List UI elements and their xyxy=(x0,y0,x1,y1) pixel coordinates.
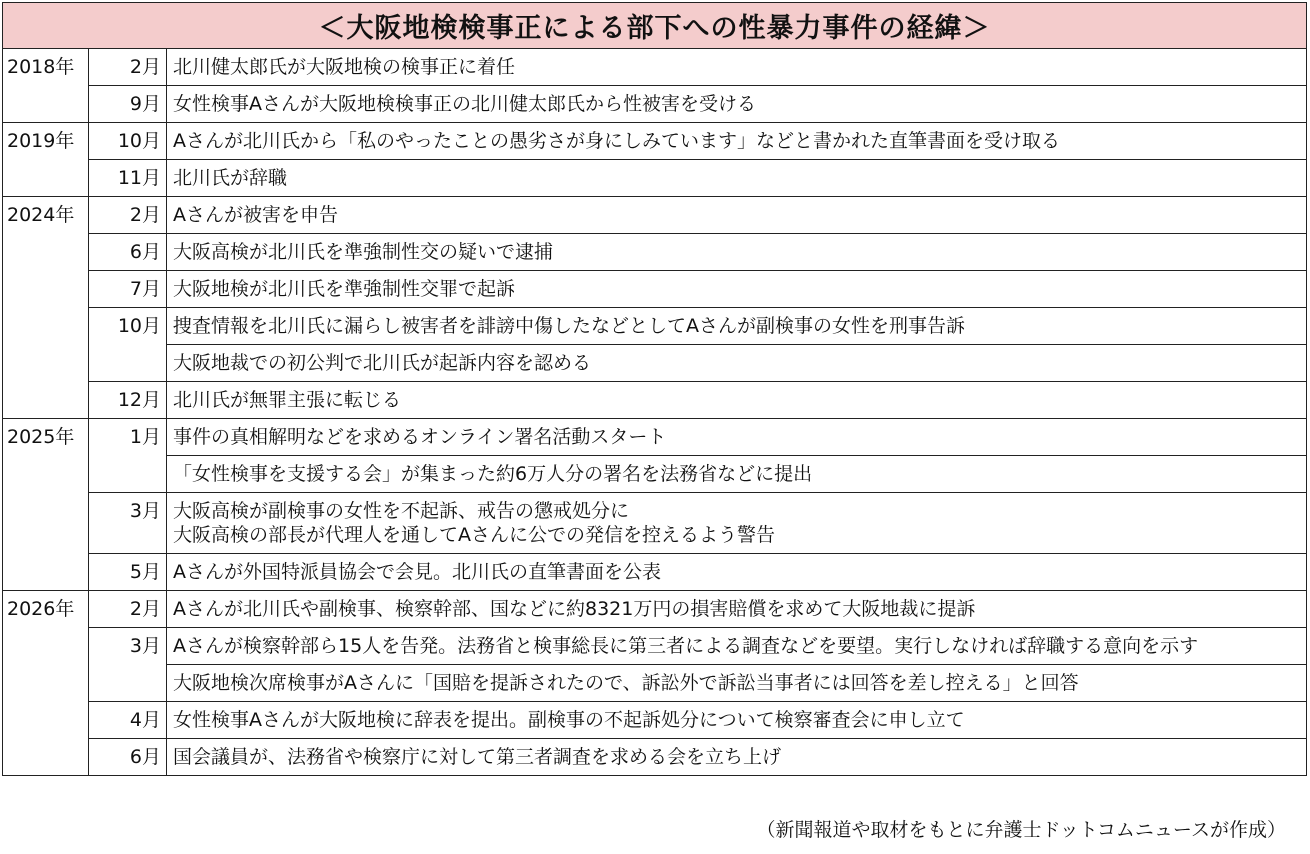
month-cell: 2月 xyxy=(89,49,167,86)
table-row xyxy=(3,628,1307,665)
event-cell: 女性検事Aさんが大阪地検に辞表を提出。副検事の不起訴処分について検察審査会に申し立て xyxy=(167,702,1307,739)
month-cell: 2月 xyxy=(89,591,167,628)
month-cell: 3月 xyxy=(89,628,167,702)
table-row xyxy=(3,382,1307,419)
month-cell: 6月 xyxy=(89,739,167,776)
month-cell: 9月 xyxy=(89,86,167,123)
month-cell: 5月 xyxy=(89,554,167,591)
event-cell: 事件の真相解明などを求めるオンライン署名活動スタート xyxy=(167,419,1307,456)
event-cell: 女性検事Aさんが大阪地検検事正の北川健太郎氏から性被害を受ける xyxy=(167,86,1307,123)
month-cell: 1月 xyxy=(89,419,167,493)
table-row xyxy=(3,123,1307,160)
event-cell: Aさんが検察幹部ら15人を告発。法務省と検事総長に第三者による調査などを要望。実行しなければ辞職する意向を示す xyxy=(167,628,1307,665)
month-cell: 7月 xyxy=(89,271,167,308)
table-row xyxy=(3,234,1307,271)
event-cell: Aさんが被害を申告 xyxy=(167,197,1307,234)
table-title: ＜大阪地検検事正による部下への性暴力事件の経緯＞ xyxy=(3,3,1307,49)
year-cell: 2019年 xyxy=(3,123,89,197)
year-cell: 2026年 xyxy=(3,591,89,776)
year-cell: 2025年 xyxy=(3,419,89,591)
event-cell: 北川氏が辞職 xyxy=(167,160,1307,197)
table-row xyxy=(3,308,1307,345)
event-cell: Aさんが外国特派員協会で会見。北川氏の直筆書面を公表 xyxy=(167,554,1307,591)
table-row xyxy=(3,739,1307,776)
month-cell: 10月 xyxy=(89,308,167,382)
month-cell: 3月 xyxy=(89,493,167,554)
table-row xyxy=(3,271,1307,308)
month-cell: 6月 xyxy=(89,234,167,271)
timeline-table xyxy=(2,2,1307,776)
event-cell: 北川氏が無罪主張に転じる xyxy=(167,382,1307,419)
table-row xyxy=(3,197,1307,234)
table-row xyxy=(3,160,1307,197)
source-credit: （新聞報道や取材をもとに弁護士ドットコムニュースが作成） xyxy=(756,819,1286,841)
table-row xyxy=(3,49,1307,86)
month-cell: 11月 xyxy=(89,160,167,197)
event-cell: 大阪地検次席検事がAさんに「国賠を提訴されたので、訴訟外で訴訟当事者には回答を差し控える」と回答 xyxy=(167,665,1307,702)
table-row xyxy=(3,419,1307,456)
event-cell: 北川健太郎氏が大阪地検の検事正に着任 xyxy=(167,49,1307,86)
event-cell: 捜査情報を北川氏に漏らし被害者を誹謗中傷したなどとしてAさんが副検事の女性を刑事告訴 xyxy=(167,308,1307,345)
month-cell: 4月 xyxy=(89,702,167,739)
table-row xyxy=(3,665,1307,702)
table-row xyxy=(3,456,1307,493)
event-cell: 国会議員が、法務省や検察庁に対して第三者調査を求める会を立ち上げ xyxy=(167,739,1307,776)
event-line: 大阪高検の部長が代理人を通してAさんに公での発信を控えるよう警告 xyxy=(173,524,775,546)
table-row xyxy=(3,702,1307,739)
event-cell: 大阪地裁での初公判で北川氏が起訴内容を認める xyxy=(167,345,1307,382)
month-cell: 12月 xyxy=(89,382,167,419)
table-row xyxy=(3,493,1307,554)
year-cell: 2024年 xyxy=(3,197,89,419)
table-row xyxy=(3,554,1307,591)
table-row xyxy=(3,345,1307,382)
year-cell: 2018年 xyxy=(3,49,89,123)
event-cell: 大阪高検が北川氏を準強制性交の疑いで逮捕 xyxy=(167,234,1307,271)
event-cell: Aさんが北川氏から「私のやったことの愚劣さが身にしみています」などと書かれた直筆書面を受け取る xyxy=(167,123,1307,160)
month-cell: 10月 xyxy=(89,123,167,160)
event-line: 大阪高検が副検事の女性を不起訴、戒告の懲戒処分に xyxy=(173,500,630,522)
month-cell: 2月 xyxy=(89,197,167,234)
event-cell: 大阪地検が北川氏を準強制性交罪で起訴 xyxy=(167,271,1307,308)
event-cell xyxy=(167,493,1307,554)
event-cell: 「女性検事を支援する会」が集まった約6万人分の署名を法務省などに提出 xyxy=(167,456,1307,493)
event-cell: Aさんが北川氏や副検事、検察幹部、国などに約8321万円の損害賠償を求めて大阪地裁に提訴 xyxy=(167,591,1307,628)
table-row xyxy=(3,86,1307,123)
table-row xyxy=(3,591,1307,628)
